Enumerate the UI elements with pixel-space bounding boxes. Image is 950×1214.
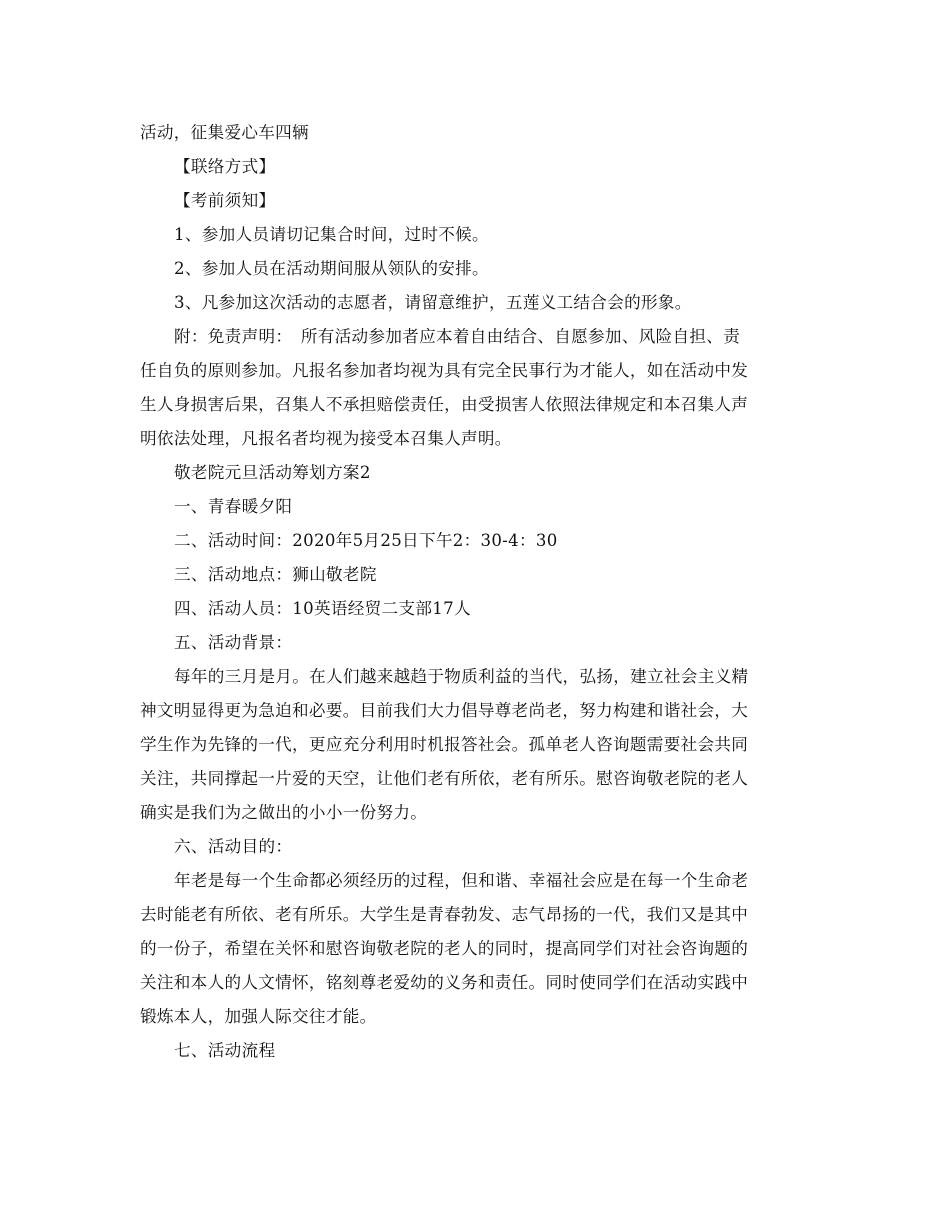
text-line: 1、参加人员请切记集合时间，过时不候。 [174,225,489,244]
text-line: 3、凡参加这次活动的志愿者，请留意维护，五莲义工结合会的形象。 [174,293,692,312]
text-line: 一、青春暖夕阳 [174,497,293,516]
text-line: 活动，征集爱心车四辆 [140,123,309,142]
text-line: 四、活动人员：10英语经贸二支部17人 [174,599,471,618]
text-line: 关注，共同撑起一片爱的天空，让他们老有所依，老有所乐。慰咨询敬老院的老人 [140,769,749,788]
text-line: 七、活动流程 [174,1041,276,1060]
text-line: 明依法处理，凡报名者均视为接受本召集人声明。 [140,429,512,448]
section-heading: 敬老院元旦活动筹划方案2 [174,463,371,482]
text-line: 的一份子，希望在关怀和慰咨询敬老院的老人的同时，提高同学们对社会咨询题的 [140,939,749,958]
text-line: 每年的三月是月。在人们越来越趋于物质利益的当代，弘扬，建立社会主义精 [174,667,749,686]
text-line: 二、活动时间：2020年5月25日下午2：30-4：30 [174,531,558,550]
text-line: 年老是每一个生命都必须经历的过程，但和谐、幸福社会应是在每一个生命老 [174,871,749,890]
text-line: 【考前须知】 [174,191,276,210]
text-line: 任自负的原则参加。凡报名参加者均视为具有完全民事行为才能人，如在活动中发 [140,361,749,380]
text-line: 关注和本人的人文情怀，铭刻尊老爱幼的义务和责任。同时使同学们在活动实践中 [140,973,749,992]
text-line: 生人身损害后果，召集人不承担赔偿责任，由受损害人依照法律规定和本召集人声 [140,395,749,414]
text-line: 附：免责声明： 所有活动参加者应本着自由结合、自愿参加、风险自担、责 [174,327,741,346]
document-body [140,116,820,1068]
text-line: 【联络方式】 [174,157,276,176]
text-line: 2、参加人员在活动期间服从领队的安排。 [174,259,489,278]
text-line: 神文明显得更为急迫和必要。目前我们大力倡导尊老尚老，努力构建和谐社会，大 [140,701,749,720]
text-line: 锻炼本人，加强人际交往才能。 [140,1007,377,1026]
text-line: 确实是我们为之做出的小小一份努力。 [140,803,428,822]
text-line: 学生作为先锋的一代，更应充分利用时机报答社会。孤单老人咨询题需要社会共同 [140,735,749,754]
text-line: 五、活动背景： [174,633,293,652]
text-line: 六、活动目的： [174,837,293,856]
text-line: 三、活动地点：狮山敬老院 [174,565,377,584]
text-line: 去时能老有所依、老有所乐。大学生是青春勃发、志气昂扬的一代，我们又是其中 [140,905,749,924]
